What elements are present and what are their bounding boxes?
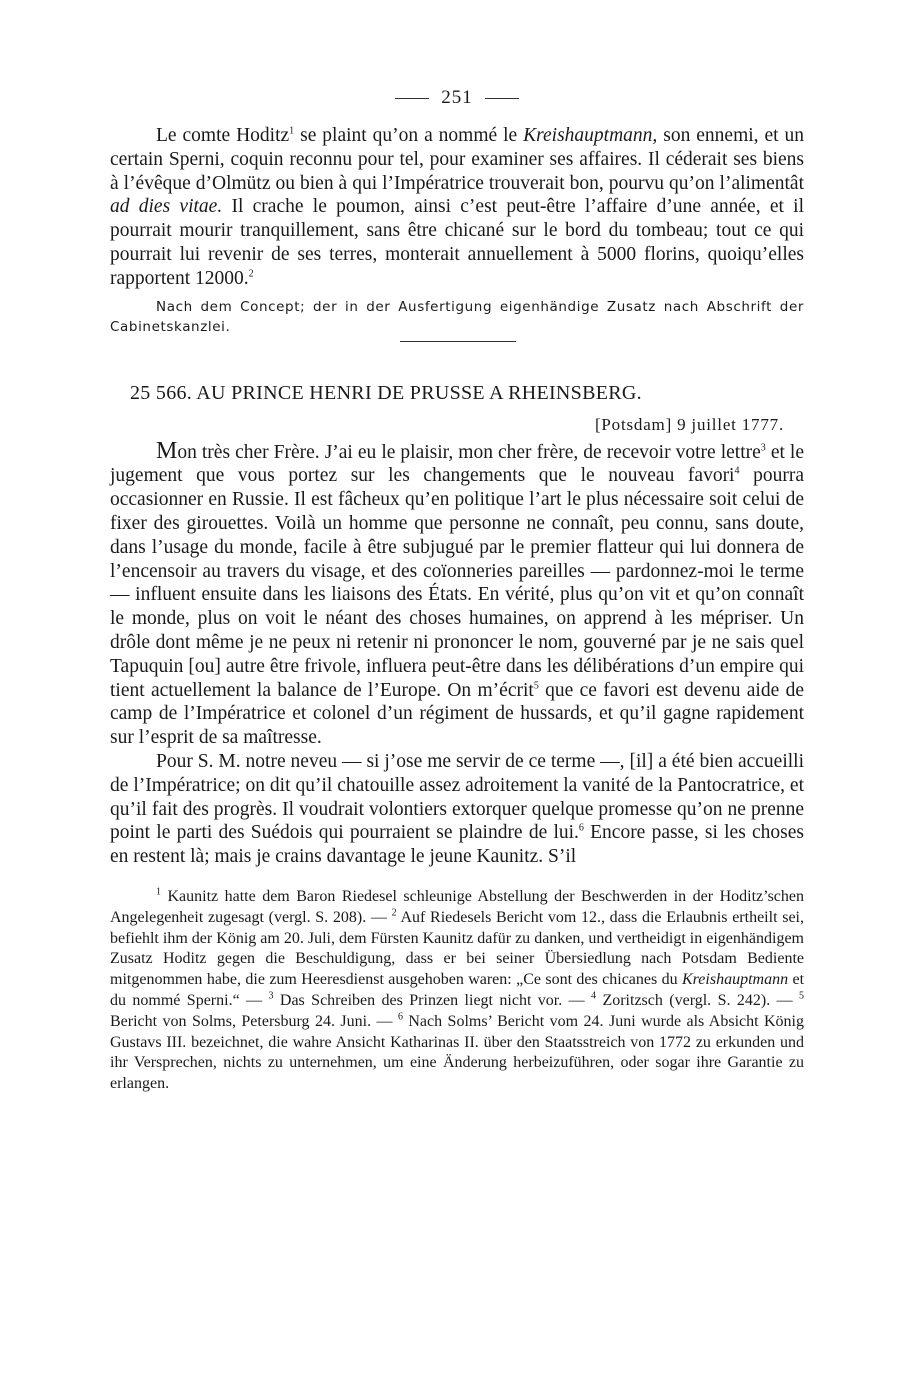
letter-p1-part-c: pourra occasionner en Russie. Il est fâcheux qu’en politique l’art le plus nécessaire soit celui de fixer des girouettes. Voilà un homme que personne ne connaît, peu connu, sans doute, dans l’usage du monde, facile à être subjugué par le premier flatteur qui lui donnera de l’encensoir au travers du visage, et des coïonneries pareilles — pardonnez-moi le terme — influent ensuite dans les liaisons des États. En vérité, plus qu’on vit et qu’on connaît le monde, plus on voit le néant des choses humaines, on apprend à les mépriser. Un drôle dont même je ne peux ni retenir ni prononcer le nom, gouverné par je ne sais quel Tapuquin [ou] autre être frivole, influera peut-être dans les délibérations d’un empire qui tient actuellement la balance de l’Europe. On m’écrit bbox=[110, 465, 804, 701]
footnote-ref-3: 3 bbox=[760, 442, 766, 454]
footnote-3-text: Das Schreiben des Prinzen liegt nicht vor. — bbox=[273, 991, 592, 1009]
intro-text-start: Le comte Hoditz bbox=[156, 125, 290, 146]
footnote-ref-1: 1 bbox=[289, 125, 295, 137]
footnote-3-number: 3 bbox=[268, 990, 274, 1002]
footnote-5-number: 5 bbox=[799, 990, 805, 1002]
footnote-ref-4: 4 bbox=[734, 465, 740, 477]
intro-ad-dies-vitae: ad dies vitae. bbox=[110, 196, 223, 218]
letter-dateline: [Potsdam] 9 juillet 1777. bbox=[594, 414, 784, 434]
page-number: 251 bbox=[441, 87, 473, 108]
letter-p1-part-d: que ce favori est devenu aide de camp de l’Impératrice et colonel d’un régiment de hussards, et qu’il gagne rapidement sur l’esprit de sa maîtresse. bbox=[110, 679, 804, 749]
footnote-6-text: Nach Solms’ Bericht vom 24. Juni wurde als Absicht König Gustavs III. bezeichnet, die wahre Ansicht Katharinas II. über den Staatsstreich von 1772 zu erkunden und ihr Versprechen, nichts zu unternehmen, um eine Änderung herbeizuführen, oder sogar ihre Garantie zu erlangen. bbox=[110, 1012, 805, 1093]
intro-paragraph bbox=[110, 124, 804, 291]
folio-rule-right bbox=[485, 98, 519, 99]
footnotes-text bbox=[110, 887, 804, 1095]
concept-note bbox=[110, 297, 804, 337]
page-number-header bbox=[110, 84, 804, 112]
footnotes-block bbox=[110, 887, 804, 1095]
intro-text-mid2: son ennemi, et un certain Sperni, coquin reconnu pour tel, pour examiner ses affaires. Il céderait ses biens à l’évêque d’Olmütz ou bien à qui l’Impératrice trouverait bon, pourvu qu’on l’alimentât bbox=[110, 125, 804, 194]
letter-paragraph-2 bbox=[110, 750, 804, 869]
intro-kreishauptmann: Kreishauptmann, bbox=[523, 125, 658, 146]
letter-heading: 25 566. AU PRINCE HENRI DE PRUSSE A RHEINSBERG. bbox=[130, 381, 642, 404]
letter-paragraph-1 bbox=[110, 437, 804, 750]
book-page bbox=[110, 84, 804, 1095]
salutation-initial: M bbox=[156, 437, 178, 464]
intro-text-mid1: se plaint qu’on a nommé le bbox=[294, 125, 524, 146]
letter-p1-part-a: on très cher Frère. J’ai eu le plaisir, mon cher frère, de recevoir votre lettre bbox=[177, 441, 761, 463]
letter-p1-part-b: et le jugement que vous portez sur les changements que le nouveau favori bbox=[110, 441, 804, 487]
letter-p2-part-b: Encore passe, si les choses en restent là; mais je crains davantage le jeune Kaunitz. S’il bbox=[110, 822, 804, 868]
footnote-5-text: Bericht von Solms, Petersburg 24. Juni. — bbox=[110, 1012, 398, 1030]
section-divider bbox=[400, 341, 516, 342]
footnote-2-text-a: Auf Riedesels Bericht vom 12., dass die Erlaubnis ertheilt sei, befiehlt ihm der König am 20. Juli, dem Fürsten Kaunitz dafür zu danken, und vertheidigt in eigenhändigem Zusatz Hoditz gegen die Beschuldigung, dass er bei seiner Übersiedlung nach Potsdam Bediente mitgenommen habe, die zum Heeresdienst ausgehoben waren: „Ce sont des chicanes du bbox=[110, 908, 804, 989]
footnote-6-number: 6 bbox=[397, 1011, 403, 1023]
intro-text-end: Il crache le poumon, ainsi c’est peut-être l’affaire d’une année, et il pourrait mourir tranquillement, sans être chicané sur le bord du tombeau; tout ce qui pourrait lui revenir de ses terres, monterait annuellement à 5000 florins, quoiqu’elles rapportent 12000. bbox=[110, 196, 805, 289]
footnote-2-kreishauptmann: Kreishauptmann bbox=[682, 971, 789, 989]
footnote-ref-2: 2 bbox=[248, 268, 254, 280]
footnote-ref-6: 6 bbox=[578, 822, 584, 834]
folio-rule-left bbox=[395, 98, 429, 99]
footnote-1-number: 1 bbox=[156, 886, 161, 898]
footnote-4-number: 4 bbox=[591, 990, 597, 1002]
letter-p2-part-a: Pour S. M. notre neveu — si j’ose me servir de ce terme —, [il] a été bien accueilli de l’Impératrice; on dit qu’il chatouille assez adroitement la vanité de la Pantocratrice, et qu’il fait des progrès. Il voudrait volontiers extorquer quelque promesse qu’on ne prenne point le parti des Suédois qui pourraient se plaindre de lui. bbox=[110, 750, 804, 844]
footnote-2-text-b: et du nommé Sperni.“ — bbox=[110, 971, 805, 1009]
concept-note-text: Nach dem Concept; der in der Ausfertigung eigenhändige Zusatz nach Abschrift der Cabinetskanzlei. bbox=[110, 298, 804, 335]
footnote-2-number: 2 bbox=[391, 907, 397, 919]
footnote-4-text: Zoritzsch (vergl. S. 242). — bbox=[596, 991, 800, 1009]
footnote-1-text: Kaunitz hatte dem Baron Riedesel schleunige Abstellung der Beschwerden in der Hoditz’schen Angelegenheit zugesagt (vergl. S. 208). — bbox=[110, 887, 804, 926]
footnote-ref-5: 5 bbox=[533, 680, 539, 692]
